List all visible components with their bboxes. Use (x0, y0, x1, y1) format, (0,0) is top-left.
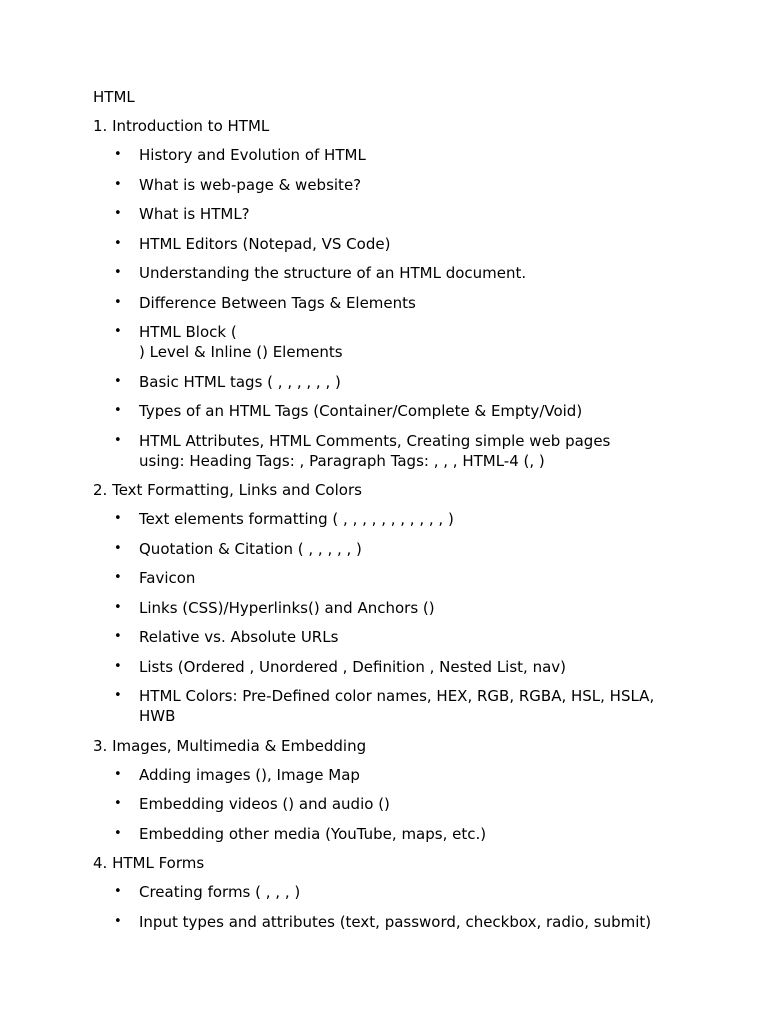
section-introduction (93, 116, 693, 471)
section-heading: 3. Images, Multimedia & Embedding (93, 736, 367, 755)
bullet-icon: • (114, 796, 122, 811)
section-html-forms (93, 853, 693, 932)
list-item: • HTML Attributes, HTML Comments, Creating simple web pages using: Heading Tags: , Paragraph Tags: , , , HTML-4 (, ) (114, 431, 611, 470)
bullet-icon: • (114, 176, 122, 192)
section-heading: 1. Introduction to HTML (93, 117, 270, 135)
section-heading: 4. HTML Forms (93, 854, 205, 872)
bullet-icon: • (114, 570, 122, 585)
bullet-icon: • (114, 403, 122, 418)
bullet-icon: • (114, 294, 122, 310)
section-text-formatting (93, 480, 693, 726)
bullet-icon: • (114, 884, 122, 899)
bullet-icon: • (114, 658, 122, 674)
document-page (93, 87, 693, 941)
document-title: HTML (93, 88, 135, 106)
list-item: • HTML Colors: Pre-Defined color names, HEX, RGB, RGBA, HSL, HSLA, HWB (114, 687, 655, 725)
bullet-icon: • (114, 766, 122, 782)
list-item: • Input types and attributes (text, password, checkbox, radio, submit) (114, 912, 652, 931)
bullet-icon: • (114, 540, 122, 556)
list-item: • Basic HTML tags ( , , , , , , ) (114, 372, 341, 391)
bullet-icon: • (114, 265, 122, 280)
bullet-icon: • (114, 147, 122, 162)
list-item: • What is web-page & website? (114, 175, 362, 194)
topic-list (93, 882, 693, 932)
bullet-icon: • (114, 825, 122, 841)
list-item: • Adding images (), Image Map (114, 765, 360, 784)
list-item: • Understanding the structure of an HTML document. (114, 264, 527, 282)
topic-list (93, 509, 693, 726)
list-item: • Text elements formatting ( , , , , , , , , , , , ) (114, 510, 454, 528)
bullet-icon: • (114, 432, 122, 448)
list-item: • HTML Block ( ) Level & Inline () Elements (114, 323, 343, 361)
list-item: • What is HTML? (114, 205, 250, 223)
bullet-icon: • (114, 373, 122, 389)
list-item: • Creating forms ( , , , ) (114, 883, 301, 901)
section-heading: 2. Text Formatting, Links and Colors (93, 481, 362, 499)
topic-list (93, 765, 693, 844)
section-images-multimedia (93, 736, 693, 844)
list-item: • Quotation & Citation ( , , , , , ) (114, 539, 362, 558)
list-item: • Embedding other media (YouTube, maps, etc.) (114, 824, 487, 843)
bullet-icon: • (114, 206, 122, 221)
list-item: • Links (CSS)/Hyperlinks() and Anchors () (114, 598, 435, 617)
list-item: • Embedding videos () and audio () (114, 795, 390, 813)
bullet-icon: • (114, 511, 122, 526)
list-item: • Relative vs. Absolute URLs (114, 628, 339, 646)
list-item: • HTML Editors (Notepad, VS Code) (114, 234, 391, 253)
list-item: • History and Evolution of HTML (114, 146, 366, 164)
list-item: • Favicon (114, 569, 196, 587)
list-item: • Types of an HTML Tags (Container/Complete & Empty/Void) (114, 402, 583, 420)
bullet-icon: • (114, 913, 122, 929)
bullet-icon: • (114, 688, 122, 703)
bullet-icon: • (114, 599, 122, 615)
list-item: • Difference Between Tags & Elements (114, 293, 416, 312)
bullet-icon: • (114, 629, 122, 644)
bullet-icon: • (114, 235, 122, 251)
list-item: • Lists (Ordered , Unordered , Definition , Nested List, nav) (114, 657, 567, 676)
topic-list (93, 145, 693, 471)
bullet-icon: • (114, 324, 122, 339)
